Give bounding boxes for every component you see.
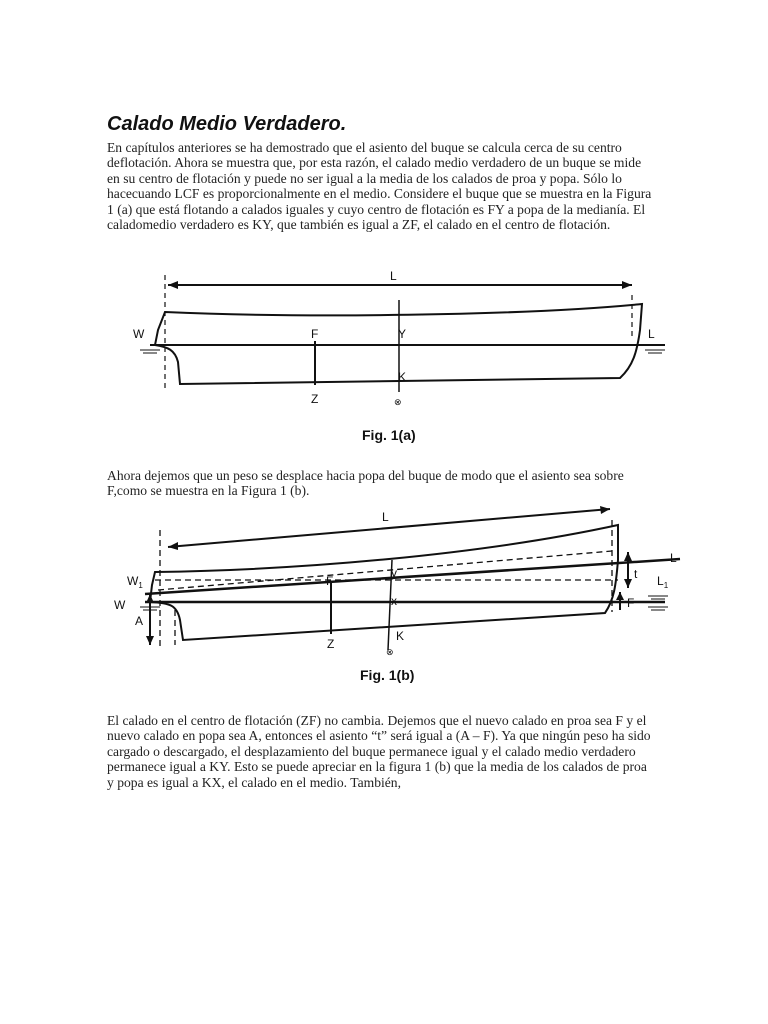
label-Y: Y	[398, 327, 407, 341]
label-A: A	[135, 614, 144, 628]
label-Z-b: Z	[327, 637, 335, 651]
label-W1: $W_1$	[127, 574, 143, 590]
paragraph-shift: Ahora dejemos que un peso se desplace hacia popa del buque de modo que el asiento sea sobre F,como se muestra en la Figura 1 (b).	[107, 468, 624, 499]
figure-1b-caption: Fig. 1(b)	[360, 667, 415, 683]
label-F-right: F	[627, 596, 635, 610]
label-Z: Z	[311, 392, 319, 406]
label-L1: $L_1$	[657, 574, 669, 590]
label-x: x	[391, 594, 397, 608]
label-t: t	[634, 567, 638, 581]
label-L-length-b: L	[382, 510, 389, 524]
label-F-b: F	[326, 574, 334, 588]
midship-symbol-b: ⊗	[386, 647, 394, 657]
waterline-W1L1	[145, 559, 680, 594]
label-F: F	[311, 327, 319, 341]
label-L-waterline: L	[648, 327, 655, 341]
label-K: K	[398, 370, 407, 384]
figure-1a-caption: Fig. 1(a)	[362, 427, 416, 443]
length-arrow-b	[168, 509, 610, 547]
paragraph-conclusion: El calado en el centro de flotación (ZF) no cambia. Dejemos que el nuevo calado en proa sea F y el nuevo calado en popa sea A, entonces el asiento “t” será igual a (A – F). Ya que ningún peso ha sido cargado o descargado, el desplazamiento del buque permanece igual y el calado medio verdadero permanece igual a KY. Esto se puede apreciar en la figura 1 (b) que la media de los calados de proa y popa es igual a KX, el calado en el medio. También,	[107, 713, 651, 790]
label-W-b: W	[114, 598, 126, 612]
label-W: W	[133, 327, 145, 341]
label-K-b: K	[396, 629, 405, 643]
page-title: Calado Medio Verdadero.	[107, 113, 347, 135]
midship-symbol: ⊗	[394, 397, 402, 407]
label-y: y	[391, 566, 397, 580]
label-L-b: L	[670, 551, 677, 565]
paragraph-intro: En capítulos anteriores se ha demostrado que el asiento del buque se calcula cerca de su centro deflotación. Ahora se muestra que, por esta razón, el calado medio verdadero de un buque se mide en su centro de flotación y puede no ser igual a la media de los calados de proa y popa. Sólo lo hacecuando LCF es proporcionalmente en el medio. Considere el buque que se muestra en la Figura 1 (a) que está flotando a calados iguales y cuyo centro de flotación es FY a popa de la medianía. El caladomedio verdadero es KY, que también es igual a ZF, el calado en el centro de flotación.	[107, 140, 652, 233]
label-L-length: L	[390, 269, 397, 283]
